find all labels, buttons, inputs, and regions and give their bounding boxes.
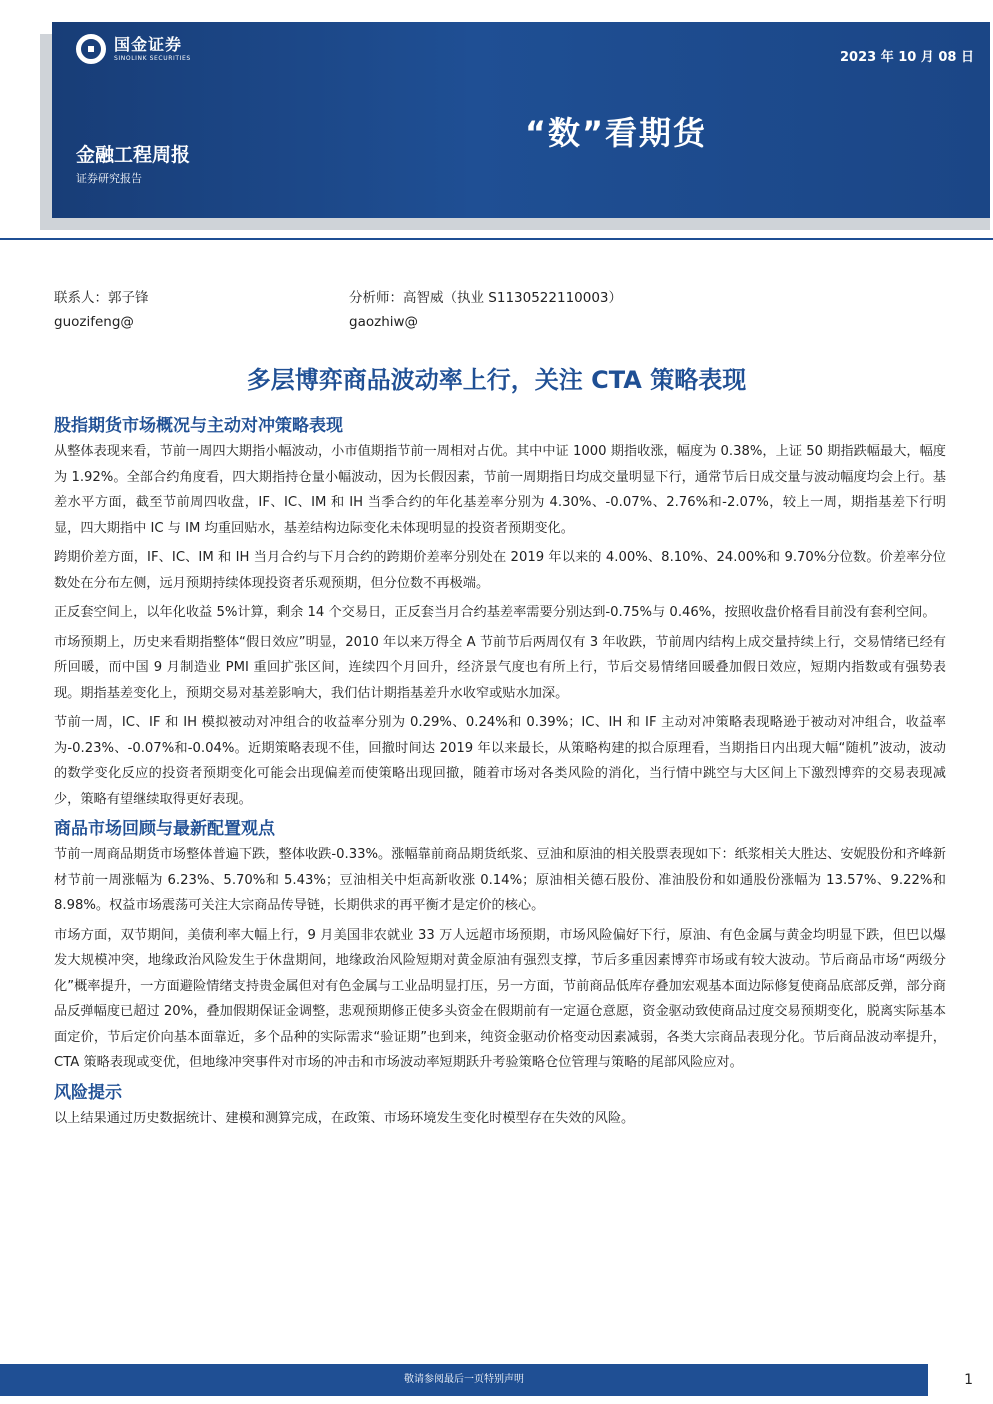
analyst-person: 分析师：高智威（执业 S1130522110003） (349, 290, 623, 306)
report-banner (52, 22, 990, 218)
logo-name-cn: 国金证券 (114, 34, 183, 54)
paragraph: 市场预期上，历史来看期指整体“假日效应”明显，2010 年以来万得全 A 节前节后两周仅有 3 年收跌，节前周内结构上成交量持续上行，交易情绪已经有所回暖，而中国 9 月制造业 PMI 重回扩张区间，连续四个月回升，经济景气度也有所上行，节后交易情绪回暖叠加假日效应，短期内指数或有强势表现。期指基差变化上，预期交易对基差影响大，我们估计期指基差升水收窄或贴水加深。 (54, 634, 946, 701)
report-body (54, 413, 946, 1135)
report-type: 证券研究报告 (76, 172, 142, 185)
report-series: 金融工程周报 (76, 144, 191, 166)
paragraph: 跨期价差方面，IF、IC、IM 和 IH 当月合约与下月合约的跨期价差率分别处在 2019 年以来的 4.00%、8.10%、24.00%和 9.70%分位数。价差率分位数处在分布左侧，远月预期持续体现投资者乐观预期，但分位数不再极端。 (54, 550, 946, 591)
paragraph: 从整体表现来看，节前一周四大期指小幅波动，小市值期指节前一周相对占优。其中中证 1000 期指收涨，幅度为 0.38%，上证 50 期指跌幅最大，幅度为 1.92%。全部合约角度看，四大期指持仓量小幅波动，因为长假因素，节前一周期指日均成交量明显下行，通常节后日成交量与波动幅度均会上行。基差水平方面，截至节前周四收盘，IF、IC、IM 和 IH 当季合约的年化基差率分别为 4.30%、-0.07%、2.76%和-2.07%，较上一周，期指基差下行明显，四大期指中 IC 与 IM 均重回贴水，基差结构边际变化未体现明显的投资者预期变化。 (54, 444, 946, 536)
contact-email[interactable]: guozifeng@ (54, 314, 134, 330)
section-heading-commodities: 商品市场回顾与最新配置观点 (54, 819, 275, 839)
paragraph: 市场方面，双节期间，美债利率大幅上行，9 月美国非农就业 33 万人远超市场预期，市场风险偏好下行，原油、有色金属与黄金均明显下跌，但巴以爆发大规模冲突，地缘政治风险发生于休盘期间，地缘政治风险短期对黄金原油有强烈支撑，节后多重因素博弈市场或有较大波动。节后商品市场“两级分化”概率提升，一方面避险情绪支持贵金属但对有色金属与工业品明显打压，另一方面，节前商品低库存叠加宏观基本面边际修复使商品底部反弹，部分商品反弹幅度已超过 20%，叠加假期保证金调整，悲观预期修正使多头资金在假期前有一定逼仓意愿，资金驱动致使商品过度交易预期变化，脱离实际基本面定价，节后定价向基本面靠近，多个品种的实际需求“验证期”也到来，纯资金驱动价格变动因素减弱，各类大宗商品表现分化。节后商品波动率提升，CTA 策略表现或变优，但地缘冲突事件对市场的冲击和市场波动率短期跃升考验策略仓位管理与策略的尾部风险应对。 (54, 927, 946, 1070)
report-title: “数”看期货 (524, 114, 708, 152)
paragraph: 节前一周商品期货市场整体普遍下跌，整体收跌-0.33%。涨幅靠前商品期货纸浆、豆油和原油的相关股票表现如下：纸浆相关大胜达、安妮股份和齐峰新材节前一周涨幅为 6.23%、5.70%和 5.43%；豆油相关中炬高新收涨 0.14%；原油相关德石股份、准油股份和如通股份涨幅为 13.57%、9.22%和 8.98%。权益市场震荡可关注大宗商品传导链，长期供求的再平衡才是定价的核心。 (54, 847, 946, 913)
paragraph: 节前一周，IC、IF 和 IH 模拟被动对冲组合的收益率分别为 0.29%、0.24%和 0.39%；IC、IH 和 IF 主动对冲策略表现略逊于被动对冲组合，收益率为-0.23%、-0.07%和-0.04%。近期策略表现不佳，回撤时间达 2019 年以来最长，从策略构建的拟合原理看，当期指日内出现大幅“随机”波动，波动的数学变化反应的投资者预期变化可能会出现偏差而使策略出现回撤，随着市场对各类风险的消化，当行情中跳空与大区间上下激烈博弈的交易表现减少，策略有望继续取得更好表现。 (54, 715, 946, 807)
section-heading-futures: 股指期货市场概况与主动对冲策略表现 (54, 416, 343, 436)
report-date: 2023 年 10 月 08 日 (840, 50, 974, 65)
paragraph: 正反套空间上，以年化收益 5%计算，剩余 14 个交易日，正反套当月合约基差率需要分别达到-0.75%与 0.46%，按照收盘价格看目前没有套利空间。 (54, 605, 936, 620)
logo-name-en: SINOLINK SECURITIES (114, 54, 191, 62)
analyst-email[interactable]: gaozhiw@ (349, 314, 419, 330)
section-heading-risk: 风险提示 (54, 1082, 122, 1103)
page-number: 1 (964, 1372, 973, 1388)
paragraph: 以上结果通过历史数据统计、建模和测算完成，在政策、市场环境发生变化时模型存在失效的风险。 (54, 1110, 635, 1126)
logo-icon (76, 34, 106, 64)
main-headline: 多层博弈商品波动率上行，关注 CTA 策略表现 (246, 366, 747, 394)
contact-person: 联系人：郭子锋 (54, 290, 149, 306)
footer-disclaimer-bar: 敬请参阅最后一页特别声明 (0, 1364, 928, 1396)
header-divider (0, 238, 993, 240)
company-logo (76, 34, 191, 64)
